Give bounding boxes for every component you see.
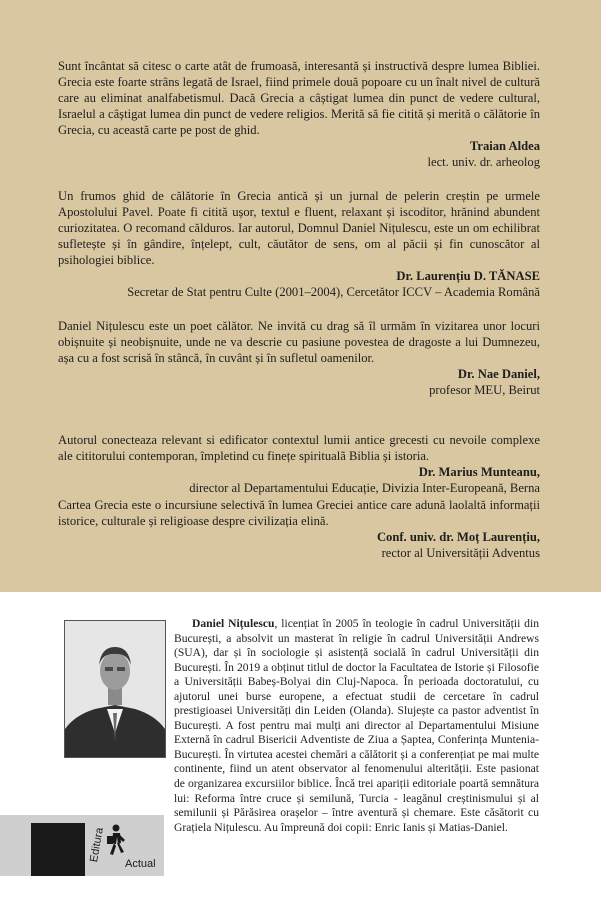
review-1 — [58, 58, 540, 170]
reviewer-name: Dr. Laurențiu D. TĂNASE — [396, 269, 540, 283]
review-text: Sunt încântat să citesc o carte atât de frumoasă, interesantă și instructivă despre lumea Bibliei. Grecia este foarte strâns legată de Israel, fiind primele două popoare cu un înalt nivel de cultură care au eliminat analfabetismul. Dacă Grecia a câștigat lumea din punct de vedere cultural, Israelul a câștigat lumea din punct de vedere religios. Merită să fie citită și merită o călătorie în Grecia, cu această carte pe post de ghid. — [58, 59, 540, 137]
author-photo — [64, 620, 166, 758]
review-text: Autorul conecteaza relevant si edificator contextul lumii antice grecesti cu nevoile complexe ale cititorului contemporan, împletind cu finețe spiritualã Biblia și istoria. — [58, 433, 540, 463]
reviewer-role: director al Departamentului Educație, Divizia Inter-Europeană, Berna — [189, 481, 540, 495]
review-2 — [58, 188, 540, 300]
review-5 — [58, 497, 540, 561]
author-name: Daniel Nițulescu — [192, 617, 275, 630]
publisher-logo-word-1: Editura — [88, 826, 106, 864]
review-4 — [58, 432, 540, 496]
reviewer-role: lect. univ. dr. arheolog — [427, 155, 540, 169]
review-text: Cartea Grecia este o incursiune selectivă în lumea Greciei antice care adună laolaltă informații istorice, culturale și religioase despre civilizația elină. — [58, 498, 540, 528]
reviewer-role: rector al Universității Adventus — [381, 546, 540, 560]
review-text: Daniel Nițulescu este un poet călător. Ne invită cu drag să îl urmăm în vizitarea unor locuri obișnuite și neobișnuite, unde ne va descrie cu pasiune povestea de dragoste a lui Dumnezeu, așa cu a fost scrisă în stâncă, în cuvânt și în sufletul oamenilor. — [58, 319, 540, 365]
reviewer-name: Traian Aldea — [469, 139, 540, 153]
reviewer-name: Dr. Nae Daniel, — [457, 367, 540, 381]
author-bio-text: , licențiat în 2005 în teologie în cadrul Universității din București, a absolvit un masterat în religie în cadrul Universității Andrews (SUA), dar și în sociologie și asistență socială în cadrul Universității din București. În 2019 a obținut titlul de doctor la Facultatea de Istorie și Filosofie a Universității Babeș-Bolyai din Cluj-Napoca. În perioada doctoratului, cu ajutorul unei burse europene, a efectuat studii de cercetare în cadrul prestigioasei Universități din Leiden (Olanda). Slujește ca pastor adventist în București. A fost pentru mai mulți ani director al Departamentului Misiune Externă în cadrul Bisericii Adventiste de Ziua a Șaptea, Conferința Muntenia-București. În virtutea acestei chemări a călătorit și a conferențiat pe mai multe continente, fiind un atent observator al fenomenului alterității. Este pasionat de organizarea excursiilor biblice. Încă trei apariții editoriale poartă semnătura lui: Reforma între cruce și semilună, Turcia - leagănul creștinismului și al semilunii și Părăsirea orașelor – între aventură și chemare. Este căsătorit cu Grațiela Nițulescu. Au împreună doi copii: Enric Ianis și Matias-Daniel. — [174, 617, 539, 834]
reviewer-role: Secretar de Stat pentru Culte (2001–2004), Cercetător ICCV – Academia Română — [127, 285, 540, 299]
reviewer-role: profesor MEU, Beirut — [429, 383, 540, 397]
publisher-square — [31, 823, 85, 876]
author-bio — [174, 617, 539, 835]
walking-man-icon — [104, 823, 128, 857]
publisher-logo-word-2: Actual — [125, 858, 156, 870]
reviewer-name: Dr. Marius Munteanu, — [418, 465, 540, 479]
review-text: Un frumos ghid de călătorie în Grecia antică și un jurnal de pelerin creștin pe urmele Apostolului Pavel. Poate fi citită ușor, textul e fluent, relaxant și iscoditor, hrănind abundent curiozitatea. O recomand călduros. Iar autorul, Domnul Daniel Nițulescu, este un om echilibrat sufletește și în gândire, înțelept, cult, căutător de sens, om al păcii și fin cunoscător al psihologiei biblice. — [58, 189, 540, 267]
review-3 — [58, 318, 540, 398]
reviewer-name: Conf. univ. dr. Moț Laurențiu, — [376, 530, 540, 544]
